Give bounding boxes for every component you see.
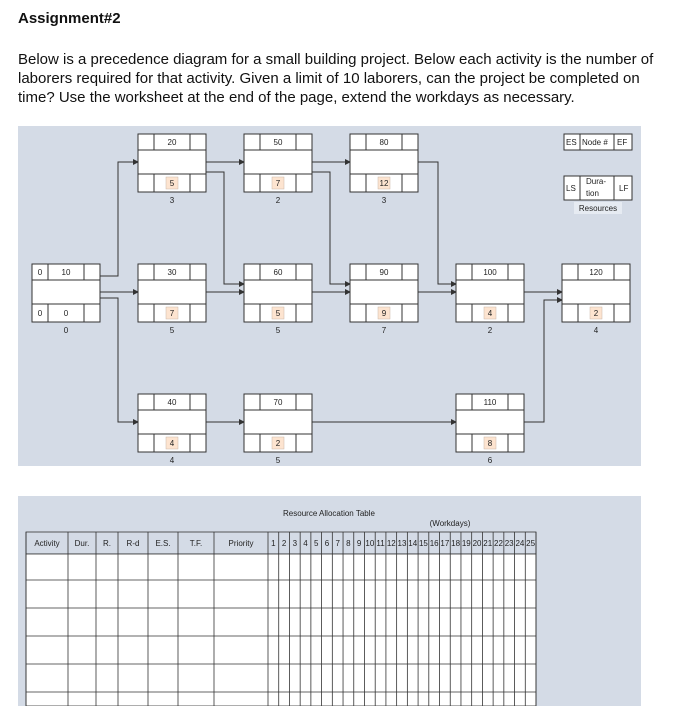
- node-resources: 7: [381, 326, 387, 335]
- day-header: 6: [324, 539, 330, 548]
- node-80: [350, 134, 418, 205]
- day-header: 5: [314, 539, 319, 548]
- legend-ef: EF: [617, 138, 628, 147]
- precedence-diagram: [18, 126, 641, 466]
- node-40: [138, 394, 206, 465]
- node-id: 50: [273, 138, 283, 147]
- node-resources: 2: [487, 326, 493, 335]
- day-header: 24: [515, 539, 525, 548]
- day-header: 17: [440, 539, 450, 548]
- node-resources: 4: [169, 456, 175, 465]
- node-es: 0: [37, 268, 43, 277]
- node-id: 100: [483, 268, 497, 277]
- node-id: 30: [167, 268, 177, 277]
- node-resources: 3: [169, 196, 175, 205]
- node-id: 10: [61, 268, 71, 277]
- node-id: 90: [379, 268, 389, 277]
- node-id: 80: [379, 138, 389, 147]
- day-header: 2: [281, 539, 287, 548]
- column-header: R.: [103, 539, 111, 548]
- column-header: Priority: [228, 539, 254, 548]
- node-90: [350, 264, 418, 335]
- table-grid: [26, 532, 536, 706]
- column-header: R-d: [126, 539, 140, 548]
- node-duration: 2: [275, 439, 281, 448]
- legend-node-number: Node #: [582, 138, 608, 147]
- legend-duration-1: Dura-: [586, 177, 607, 186]
- node-duration: 4: [169, 439, 175, 448]
- node-id: 70: [273, 398, 283, 407]
- day-header: 25: [526, 539, 536, 548]
- node-id: 20: [167, 138, 177, 147]
- day-header: 9: [356, 539, 362, 548]
- node-duration: 0: [63, 309, 69, 318]
- node-resources: 0: [63, 326, 69, 335]
- node-60: [244, 264, 312, 335]
- instructions-paragraph: Below is a precedence diagram for a small building project. Below each activity is the number of laborers required for that activity. Given a limit of 10 laborers, can the project be completed on time? Use the worksheet at the end of the page, extend the workdays as necessary.: [18, 51, 654, 106]
- node-10: [32, 264, 100, 335]
- node-duration: 7: [275, 179, 281, 188]
- day-header: 18: [451, 539, 461, 548]
- assignment-title: Assignment#2: [18, 10, 121, 27]
- node-20: [138, 134, 206, 205]
- node-110: [456, 394, 524, 465]
- node-120: [562, 264, 630, 335]
- node-id: 40: [167, 398, 177, 407]
- legend-ls: LS: [566, 184, 576, 193]
- legend-es: ES: [566, 138, 577, 147]
- day-header: 16: [429, 539, 439, 548]
- node-ls: 0: [37, 309, 43, 318]
- column-header: E.S.: [155, 539, 171, 548]
- node-resources: 5: [275, 326, 281, 335]
- node-id: 120: [589, 268, 603, 277]
- node-duration: 4: [487, 309, 493, 318]
- node-30: [138, 264, 206, 335]
- node-resources: 2: [275, 196, 281, 205]
- day-header: 8: [346, 539, 351, 548]
- column-header: T.F.: [189, 539, 203, 548]
- node-duration: 12: [379, 179, 389, 188]
- day-header: 15: [418, 539, 428, 548]
- legend-node: [564, 134, 632, 214]
- node-resources: 5: [169, 326, 175, 335]
- node-duration: 8: [487, 439, 493, 448]
- node-duration: 9: [381, 309, 387, 318]
- resource-allocation-table: [18, 496, 641, 706]
- node-duration: 5: [169, 179, 175, 188]
- node-duration: 2: [593, 309, 599, 318]
- day-header: 19: [461, 539, 471, 548]
- node-duration: 7: [169, 309, 175, 318]
- day-header: 11: [376, 539, 385, 548]
- workdays-label: (Workdays): [429, 519, 471, 528]
- day-header: 23: [504, 539, 514, 548]
- node-70: [244, 394, 312, 465]
- day-header: 13: [397, 539, 407, 548]
- day-header: 20: [472, 539, 482, 548]
- node-layer: [32, 134, 630, 465]
- day-header: 22: [494, 539, 503, 548]
- node-duration: 5: [275, 309, 281, 318]
- day-header: 7: [335, 539, 340, 548]
- node-100: [456, 264, 524, 335]
- legend-resources: Resources: [578, 204, 618, 213]
- node-resources: 6: [487, 456, 493, 465]
- table-svg: [18, 496, 641, 706]
- day-header: 10: [365, 539, 375, 548]
- day-header: 12: [386, 539, 396, 548]
- legend-duration-2: tion: [586, 189, 599, 198]
- column-header: Activity: [34, 539, 60, 548]
- table-title: Resource Allocation Table: [283, 509, 375, 518]
- node-resources: 3: [381, 196, 387, 205]
- node-id: 60: [273, 268, 283, 277]
- diagram-svg: [18, 126, 641, 466]
- node-50: [244, 134, 312, 205]
- column-header: Dur.: [74, 539, 90, 548]
- node-resources: 5: [275, 456, 281, 465]
- day-header: 3: [292, 539, 298, 548]
- legend-lf: LF: [619, 184, 629, 193]
- day-header: 1: [271, 539, 276, 548]
- day-header: 4: [303, 539, 308, 548]
- node-resources: 4: [593, 326, 599, 335]
- day-header: 14: [408, 539, 418, 548]
- node-id: 110: [483, 398, 497, 407]
- day-header: 21: [483, 539, 493, 548]
